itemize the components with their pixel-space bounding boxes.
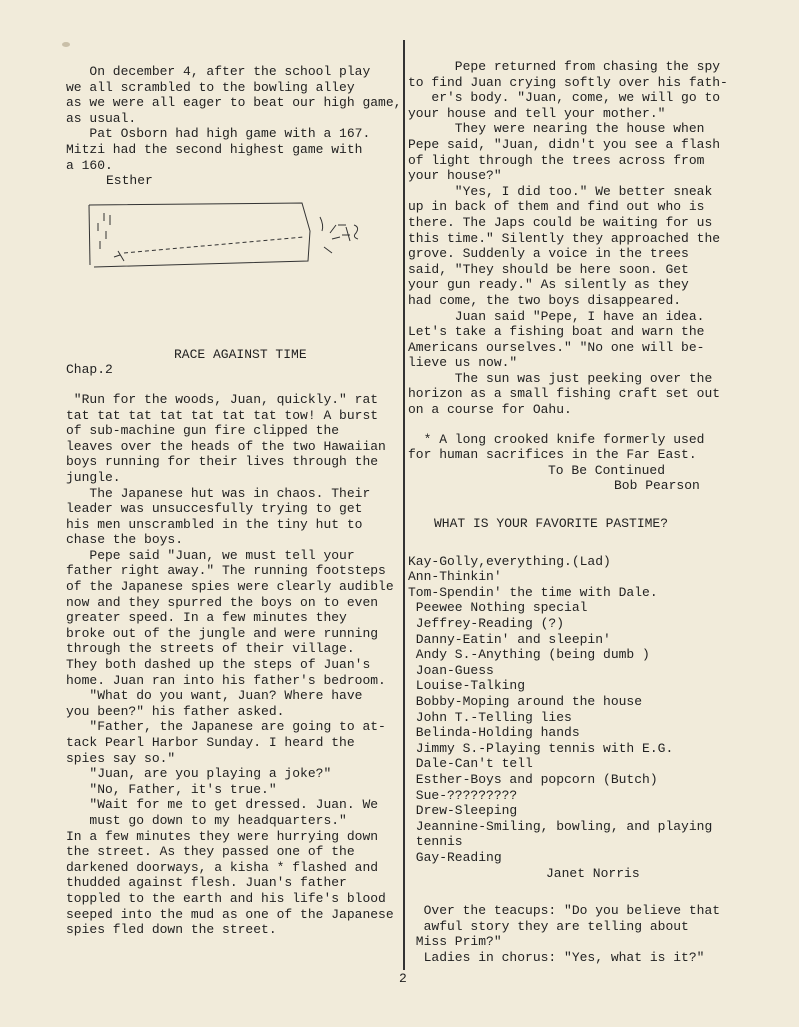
- story-line: to find Juan crying softly over his fath-: [408, 74, 728, 90]
- chapter-label: Chap.2: [66, 362, 113, 378]
- joke-line: Over the teacups: "Do you believe that: [408, 903, 721, 919]
- story-line: boys running for their lives through the: [66, 454, 379, 470]
- story-line: through the streets of their village.: [66, 641, 355, 657]
- story-line: of sub-machine gun fire clipped the: [66, 423, 340, 439]
- list-item: Andy S.-Anything (being dumb ): [408, 647, 650, 663]
- story-line: In a few minutes they were hurrying down: [66, 828, 379, 844]
- story-line: had come, the two boys disappeared.: [408, 292, 682, 308]
- story-line: Juan said "Pepe, I have an idea.: [408, 308, 705, 324]
- story-line: your house and tell your mother.": [408, 105, 666, 121]
- story-line: there. The Japs could be waiting for us: [408, 214, 713, 230]
- story-line: up in back of them and find out who is: [408, 199, 705, 215]
- story-line: "What do you want, Juan? Where have: [66, 688, 363, 704]
- story-line: father right away." The running footsteps: [66, 563, 386, 579]
- list-item: Sue-?????????: [408, 787, 518, 803]
- footnote-line: for human sacrifices in the Far East.: [408, 447, 697, 463]
- story-line: "Juan, are you playing a joke?": [66, 766, 332, 782]
- story-line: spies say so.": [66, 750, 176, 766]
- story-line: chase the boys.: [66, 532, 184, 548]
- story-line: toppled to the earth and his life's blood: [66, 890, 386, 906]
- story-line: "Yes, I did too." We better sneak: [408, 183, 713, 199]
- story-line: home. Juan ran into his father's bedroom.: [66, 672, 386, 688]
- story-line: broke out of the jungle and were running: [66, 625, 379, 641]
- list-item: Gay-Reading: [408, 849, 502, 865]
- bowling-line: a 160.: [66, 157, 113, 173]
- bowling-line: as usual.: [66, 110, 137, 126]
- story-line: grove. Suddenly a voice in the trees: [408, 246, 689, 262]
- story-line: "Run for the woods, Juan, quickly." rat: [66, 391, 379, 407]
- paper-spot: [62, 42, 70, 47]
- story-line: jungle.: [66, 469, 121, 485]
- story-part-left: [66, 392, 400, 938]
- list-item: Esther-Boys and popcorn (Butch): [408, 771, 658, 787]
- bowling-line: as we were all eager to beat our high game,: [66, 95, 402, 111]
- list-item: Tom-Spendin' the time with Dale.: [408, 584, 658, 600]
- story-line: of light through the trees across from: [408, 152, 705, 168]
- column-divider: [403, 40, 405, 970]
- story-line: spies fled down the street.: [66, 922, 277, 938]
- story-line: greater speed. In a few minutes they: [66, 610, 347, 626]
- list-item: Joan-Guess: [408, 662, 494, 678]
- story-line: now and they spurred the boys on to even: [66, 594, 379, 610]
- story-line: leader was unsuccesfully trying to get: [66, 501, 363, 517]
- story-line: Americans ourselves." "No one will be-: [408, 339, 705, 355]
- story-line: darkened doorways, a kisha * flashed and: [66, 859, 379, 875]
- list-item: Ann-Thinkin': [408, 569, 502, 585]
- left-column: [66, 64, 400, 938]
- story-line: his men unscrambled in the tiny hut to: [66, 516, 363, 532]
- story-line: the street. As they passed one of the: [66, 844, 355, 860]
- story-line: your house?": [408, 168, 502, 184]
- joke-line: awful story they are telling about: [408, 918, 689, 934]
- list-item: Belinda-Holding hands: [408, 725, 580, 741]
- story-line: must go down to my headquarters.": [66, 812, 347, 828]
- list-item: Bobby-Moping around the house: [408, 693, 643, 709]
- story-line: leaves over the heads of the two Hawaiian: [66, 438, 386, 454]
- story-line: this time." Silently they approached the: [408, 230, 721, 246]
- list-item: John T.-Telling lies: [408, 709, 572, 725]
- story-line: The sun was just peeking over the: [408, 370, 713, 386]
- story-line: "Father, the Japanese are going to at-: [66, 719, 386, 735]
- story-line: tack Pearl Harbor Sunday. I heard the: [66, 735, 355, 750]
- story-line: Pepe returned from chasing the spy: [408, 59, 721, 74]
- list-item: Drew-Sleeping: [408, 803, 518, 819]
- page-number: 2: [399, 971, 407, 986]
- bowling-article: [66, 64, 400, 189]
- list-item: Jeannine-Smiling, bowling, and playing: [408, 818, 713, 834]
- story-line: They were nearing the house when: [408, 121, 705, 137]
- teacups-joke: [408, 903, 744, 965]
- story-line: "Wait for me to get dressed. Juan. We: [66, 797, 379, 813]
- story-author: Bob Pearson: [614, 478, 700, 494]
- pastime-list: [408, 554, 744, 866]
- story-line: thudded against flesh. Juan's father: [66, 875, 347, 891]
- story-line: you been?" his father asked.: [66, 703, 285, 719]
- story-line: on a course for Oahu.: [408, 402, 572, 418]
- right-column: [408, 59, 744, 965]
- story-line: They both dashed up the steps of Juan's: [66, 657, 371, 673]
- story-line: of the Japanese spies were clearly audible: [66, 579, 394, 595]
- list-item: Peewee Nothing special: [408, 600, 588, 616]
- list-item: tennis: [408, 834, 463, 850]
- story-line: The Japanese hut was in chaos. Their: [66, 485, 371, 501]
- to-be-continued: To Be Continued: [548, 462, 666, 478]
- story-line: Let's take a fishing boat and warn the: [408, 324, 705, 340]
- story-line: seeped into the mud as one of the Japanese: [66, 906, 394, 922]
- story-line: tat tat tat tat tat tat tat tow! A burst: [66, 407, 379, 423]
- list-item: Kay-Golly,everything.(Lad): [408, 553, 611, 569]
- joke-line: Ladies in chorus: "Yes, what is it?": [408, 949, 705, 965]
- bowling-line: On december 4, after the school play: [66, 64, 371, 79]
- bowling-line: Pat Osborn had high game with a 167.: [66, 126, 371, 142]
- story-line: your gun ready." As silently as they: [408, 277, 689, 293]
- pastime-title: WHAT IS YOUR FAVORITE PASTIME?: [434, 516, 669, 532]
- pastime-author: Janet Norris: [546, 865, 640, 881]
- list-item: Louise-Talking: [408, 678, 526, 694]
- joke-line: Miss Prim?": [408, 934, 502, 950]
- list-item: Jimmy S.-Playing tennis with E.G.: [408, 740, 674, 756]
- footnote-line: * A long crooked knife formerly used: [408, 431, 705, 447]
- story-line: lieve us now.": [408, 355, 518, 371]
- list-item: Jeffrey-Reading (?): [408, 616, 565, 631]
- story-line: said, "They should be here soon. Get: [408, 261, 689, 277]
- list-item: Dale-Can't tell: [408, 756, 533, 772]
- story-line: horizon as a small fishing craft set out: [408, 386, 721, 402]
- bowling-sketch-illustration: [84, 195, 384, 285]
- story-part-right: [408, 59, 744, 418]
- bowling-line: Mitzi had the second highest game with: [66, 141, 363, 157]
- story-line: "No, Father, it's true.": [66, 781, 277, 797]
- bowling-line: we all scrambled to the bowling alley: [66, 79, 355, 95]
- bowling-signature: Esther: [106, 173, 153, 189]
- story-line: Pepe said, "Juan, didn't you see a flash: [408, 136, 721, 152]
- story-line: er's body. "Juan, come, we will go to: [408, 90, 721, 106]
- story-title: RACE AGAINST TIME: [174, 346, 307, 362]
- list-item: Danny-Eatin' and sleepin': [408, 631, 611, 647]
- story-line: Pepe said "Juan, we must tell your: [66, 547, 355, 563]
